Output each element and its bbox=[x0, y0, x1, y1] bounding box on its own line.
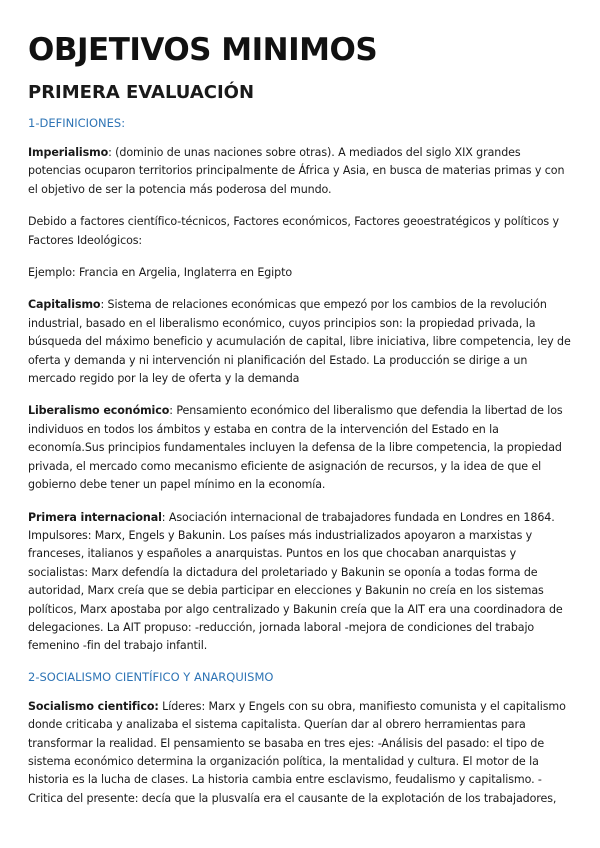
section-definitions bbox=[28, 114, 572, 656]
paragraph-text: Ejemplo: Francia en Argelia, Inglaterra en Egipto bbox=[28, 266, 293, 280]
page-title: OBJETIVOS MINIMOS bbox=[28, 32, 378, 68]
term-label: Liberalismo económico bbox=[28, 404, 170, 418]
term-label: Imperialismo bbox=[28, 146, 109, 159]
paragraph-factores bbox=[28, 213, 572, 250]
paragraph-text: : Asociación internacional de trabajadores fundada en Londres en 1864. Impulsores: Marx, Engels y Bakunin. Los países más industrializados apoyaron a marxistas y franceses, italianos y españoles a anarquistas. Puntos en los que chocaban anarquistas y socialistas: Marx defendía la dictadura del proletariado y Bakunin se oponía a todas forma de autoridad, Marx creía que se debia participar en elecciones y Bakunin no creía en los sistemas políticos, Marx apostaba por algo centralizado y Bakunin creía que la AIT era una coordinadora de delegaciones. La AIT propuso: -reducción, jornada laboral -mejora de condiciones del trabajo femenino -fin del trabajo infantil. bbox=[28, 510, 563, 653]
paragraph-capitalismo bbox=[28, 296, 572, 388]
paragraph-text: Líderes: Marx y Engels con su obra, manifiesto comunista y el capitalismo donde criticaba y analizaba el sistema capitalista. Querían dar al obrero herramientas para transformar la realidad. El pensamiento se basaba en tres ejes: -Análisis del pasado: el tipo de sistema económico determina la organización política, la mentalidad y cultura. El motor de la historia es la lucha de clases. La historia cambia entre esclavismo, feudalismo y capitalismo. -Critica del presente: decía que la plusvalía era el causante de la explotación de los trabajadores, bbox=[28, 699, 566, 805]
section-heading: 1-DEFINICIONES: bbox=[28, 116, 126, 130]
paragraph-primera-internacional bbox=[28, 509, 572, 656]
term-label: Primera internacional bbox=[28, 510, 162, 524]
term-label: Socialismo cientifico: bbox=[28, 699, 159, 713]
document-page bbox=[28, 30, 572, 808]
paragraph-text: : (dominio de unas naciones sobre otras). A mediados del siglo XIX grandes potencias ocuparon territorios principalmente de África y Asia, en busca de materias primas y con el objetivo de ser la potencia más poderosa del mundo. bbox=[28, 146, 565, 196]
section-socialismo bbox=[28, 668, 572, 808]
paragraph-liberalismo bbox=[28, 402, 572, 494]
paragraph-ejemplo bbox=[28, 264, 572, 282]
section-heading: 2-SOCIALISMO CIENTÍFICO Y ANARQUISMO bbox=[28, 669, 274, 684]
paragraph-socialismo-cientifico bbox=[28, 698, 572, 808]
paragraph-text: : Pensamiento económico del liberalismo que defendia la libertad de los individuos en todos los ámbitos y estaba en contra de la intervención del Estado en la economía.Sus principios fundamentales incluyen la defensa de la libre competencia, la propiedad privada, el mercado como mecanismo eficiente de asignación de recursos, y la idea de que el gobierno debe tener un papel mínimo en la economía. bbox=[28, 404, 563, 492]
term-label: Capitalismo bbox=[28, 298, 101, 312]
page-subtitle: PRIMERA EVALUACIÓN bbox=[28, 82, 255, 103]
paragraph-imperialismo bbox=[28, 144, 572, 199]
paragraph-text: Debido a factores científico-técnicos, Factores económicos, Factores geoestratégicos y políticos y Factores Ideológicos: bbox=[28, 215, 559, 247]
paragraph-text: : Sistema de relaciones económicas que empezó por los cambios de la revolución industrial, basado en el liberalismo económico, cuyos principios son: la propiedad privada, la búsqueda del máximo beneficio y acumulación de capital, libre iniciativa, libre competencia, ley de oferta y demanda y ni intervención ni planificación del Estado. La producción se dirige a un mercado regido por la ley de oferta y la demanda bbox=[28, 298, 571, 386]
